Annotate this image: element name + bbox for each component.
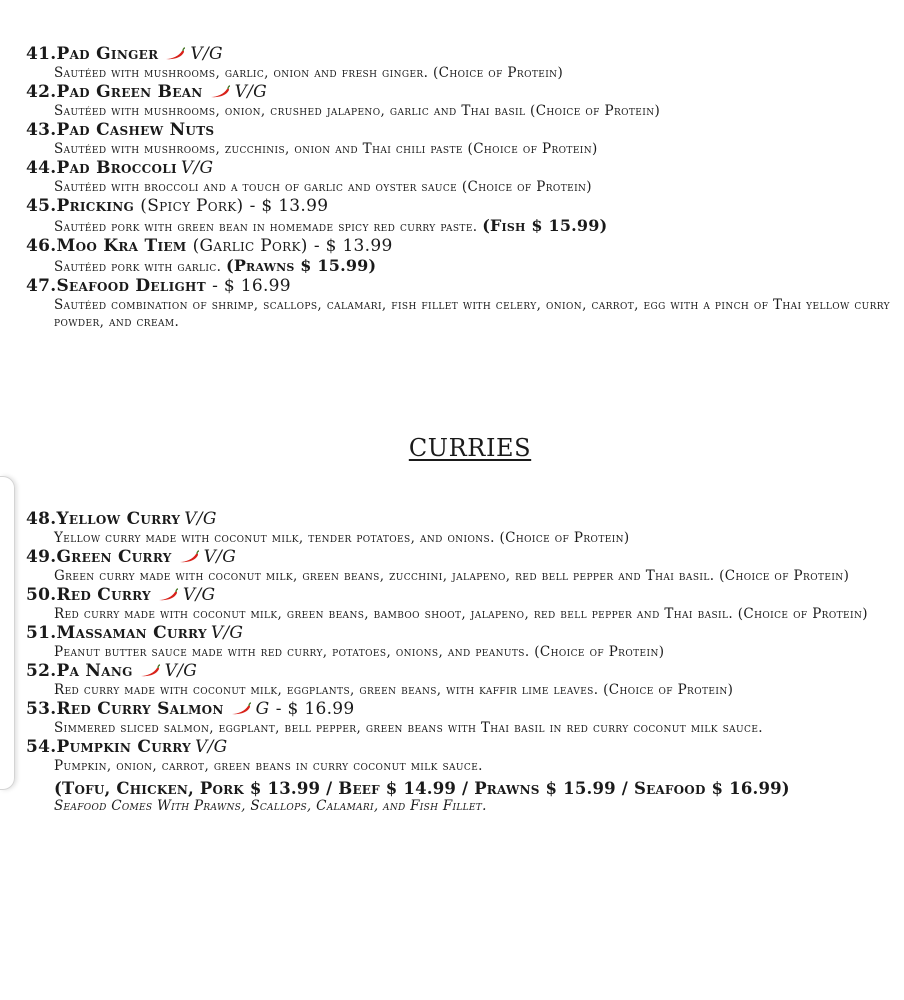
description-text: Sautéed pork with garlic. (54, 259, 222, 275)
menu-item-description (54, 65, 896, 82)
item-number: 46. (26, 236, 57, 256)
item-price: - $ 16.99 (275, 699, 355, 719)
curries-heading: CURRIES (408, 434, 532, 462)
menu-item-title (26, 661, 898, 682)
item-number: 54. (26, 737, 57, 757)
chili-pepper-icon (157, 588, 179, 602)
menu-item-description (54, 644, 896, 661)
menu-item (26, 236, 898, 276)
item-number: 42. (26, 82, 57, 102)
dietary-tag: G (255, 699, 270, 719)
menu-item-description (54, 141, 896, 158)
menu-item (26, 737, 898, 775)
menu-item-title (26, 120, 898, 141)
item-name: Pad Ginger (56, 44, 159, 64)
menu-item-title (26, 276, 898, 297)
menu-item-description (54, 682, 896, 699)
menu-item (26, 547, 898, 585)
description-text: Sautéed with broccoli and a touch of garlic and oyster sauce (Choice of Protein) (54, 179, 592, 195)
chili-pepper-icon (230, 702, 252, 716)
description-text: Peanut butter sauce made with red curry, potatoes, onions, and peanuts. (Choice of Protein) (54, 644, 665, 660)
item-name: Moo Kra Tiem (56, 236, 187, 256)
item-number: 44. (26, 158, 57, 178)
dietary-tag: V/G (184, 509, 217, 529)
item-price: - $ 16.99 (212, 276, 291, 296)
description-text: Sautéed with mushrooms, zucchinis, onion and Thai chili paste (Choice of Protein) (54, 141, 598, 157)
menu-item-description (54, 297, 896, 331)
item-name: Pricking (56, 196, 135, 216)
menu-item (26, 623, 898, 661)
menu-item-title (26, 44, 898, 65)
description-text: Sautéed pork with green bean in homemade spicy red curry paste. (54, 219, 478, 235)
alternate-price: (Prawns $ 15.99) (226, 256, 377, 275)
dietary-tag: V/G (164, 661, 198, 681)
description-text: Sautéed combination of shrimp, scallops, calamari, fish fillet with celery, onion, carrot, egg with a pinch of Thai yellow curry powder, and cream. (54, 297, 891, 330)
item-number: 48. (26, 509, 57, 529)
item-number: 43. (26, 120, 57, 140)
menu-item (26, 158, 898, 196)
menu-item-title (26, 158, 898, 179)
item-subtitle: (Spicy Pork) (140, 196, 244, 216)
item-number: 41. (26, 44, 57, 64)
dietary-tag: V/G (203, 547, 237, 567)
item-price: - $ 13.99 (313, 236, 393, 256)
menu-item-description (54, 606, 896, 623)
stir-fry-section (26, 44, 898, 331)
menu-item-description (54, 530, 896, 547)
item-name: Pumpkin Curry (56, 737, 192, 757)
menu-item (26, 276, 898, 331)
menu-item-description (54, 568, 896, 585)
item-number: 45. (26, 196, 57, 216)
item-subtitle: (Garlic Pork) (192, 236, 308, 256)
alternate-price: (Fish $ 15.99) (482, 216, 608, 235)
chili-pepper-icon (164, 47, 186, 61)
item-number: 47. (26, 276, 57, 296)
menu-item-title (26, 737, 898, 758)
description-text: Sautéed with mushrooms, onion, crushed jalapeno, garlic and Thai basil (Choice of Protein) (54, 103, 661, 119)
dietary-tag: V/G (180, 158, 214, 178)
item-name: Pad Cashew Nuts (56, 120, 215, 140)
menu-item-description (54, 179, 896, 196)
description-text: Pumpkin, onion, carrot, green beans in curry coconut milk sauce. (54, 758, 483, 774)
chili-pepper-icon (209, 85, 231, 99)
item-name: Pad Green Bean (56, 82, 203, 102)
menu-item (26, 509, 898, 547)
menu-item-description (54, 103, 896, 120)
item-name: Pad Broccoli (56, 158, 177, 178)
curries-section (26, 509, 898, 814)
curry-list (26, 509, 898, 775)
dietary-tag: V/G (210, 623, 244, 643)
item-name: Seafood Delight (56, 276, 206, 296)
menu-item-title (26, 196, 898, 217)
dietary-tag: V/G (195, 737, 228, 757)
menu-item-title (26, 82, 898, 103)
item-name: Yellow Curry (56, 509, 181, 529)
dietary-tag: V/G (190, 44, 223, 64)
menu-item-title (26, 236, 898, 257)
item-number: 53. (26, 699, 57, 719)
menu-item-title (26, 547, 898, 568)
menu-item-description (54, 217, 896, 236)
chili-pepper-icon (178, 550, 200, 564)
menu-item (26, 120, 898, 158)
menu-item (26, 585, 898, 623)
dietary-tag: V/G (182, 585, 216, 605)
item-number: 50. (26, 585, 57, 605)
item-name: Red Curry Salmon (56, 699, 224, 719)
description-text: Green curry made with coconut milk, green beans, zucchini, jalapeno, red bell pepper and Thai basil. (Choice of Protein) (54, 568, 850, 584)
menu-item (26, 699, 898, 737)
item-name: Red Curry (56, 585, 151, 605)
menu-item (26, 661, 898, 699)
description-text: Red curry made with coconut milk, eggplants, green beans, with kaffir lime leaves. (Choice of Protein) (54, 682, 734, 698)
item-number: 51. (26, 623, 57, 643)
seafood-note: Seafood Comes With Prawns, Scallops, Calamari, and Fish Fillet. (54, 798, 487, 814)
description-text: Simmered sliced salmon, eggplant, bell pepper, green beans with Thai basil in red curry coconut milk sauce. (54, 720, 763, 736)
menu-item-title (26, 623, 898, 644)
menu-item (26, 82, 898, 120)
page-edge-shadow (0, 476, 15, 790)
description-text: Yellow curry made with coconut milk, tender potatoes, and onions. (Choice of Protein) (54, 530, 630, 546)
dietary-tag: V/G (234, 82, 268, 102)
menu-item (26, 196, 898, 236)
menu-item (26, 44, 898, 82)
menu-item-description (54, 720, 896, 737)
item-number: 52. (26, 661, 57, 681)
description-text: Sautéed with mushrooms, garlic, onion and fresh ginger. (Choice of Protein) (54, 65, 564, 81)
menu-item-description (54, 257, 896, 276)
protein-price-line: (Tofu, Chicken, Pork $ 13.99 / Beef $ 14.99 / Prawns $ 15.99 / Seafood $ 16.99) (54, 779, 790, 798)
menu-item-title (26, 585, 898, 606)
menu-item-title (26, 509, 898, 530)
chili-pepper-icon (139, 664, 161, 678)
item-name: Green Curry (56, 547, 172, 567)
item-name: Pa Nang (56, 661, 133, 681)
description-text: Red curry made with coconut milk, green beans, bamboo shoot, jalapeno, red bell pepper and Thai basil. (Choice of Protein) (54, 606, 868, 622)
item-name: Massaman Curry (56, 623, 207, 643)
menu-item-description (54, 758, 896, 775)
menu-item-title (26, 699, 898, 720)
item-price: - $ 13.99 (249, 196, 329, 216)
item-number: 49. (26, 547, 57, 567)
